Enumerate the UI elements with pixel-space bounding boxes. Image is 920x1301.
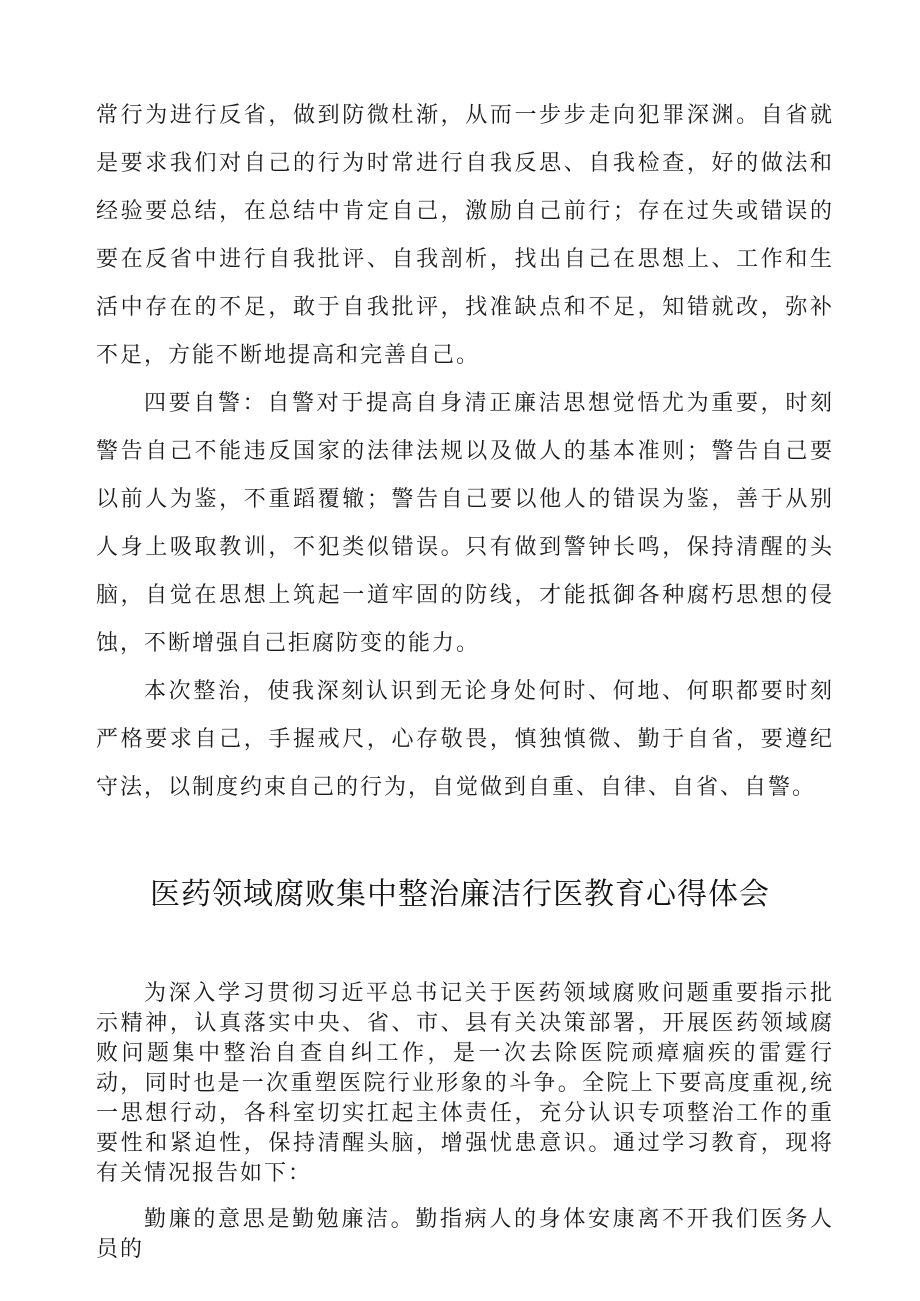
diligence-paragraph: 勤廉的意思是勤勉廉洁。勤指病人的身体安康离不开我们医务人员的 [96, 1207, 834, 1262]
article-body [96, 979, 834, 1265]
continuation-paragraph: 常行为进行反省，做到防微杜渐，从而一步步走向犯罪深渊。自省就是要求我们对自己的行为时常进行自我反思、自我检查，好的做法和经验要总结，在总结中肯定自己，激励自己前行；存在过失或错误的要在反省中进行自我批评、自我剖析，找出自己在思想上、工作和生活中存在的不足，敢于自我批评，找准缺点和不足，知错就改，弥补不足，方能不断地提高和完善自己。 [96, 103, 834, 368]
previous-article-body [96, 92, 834, 812]
conclusion-paragraph: 本次整治，使我深刻认识到无论身处何时、何地、何职都要时刻严格要求自己，手握戒尺，心存敬畏，慎独慎微、勤于自省，要遵纪守法，以制度约束自己的行为，自觉做到自重、自律、自省、自警。 [96, 679, 834, 800]
intro-paragraph: 为深入学习贯彻习近平总书记关于医药领域腐败问题重要指示批示精神，认真落实中央、省、市、县有关决策部署，开展医药领域腐败问题集中整治自查自纠工作，是一次去除医院顽瘴痼疾的雷霆行动，同时也是一次重塑医院行业形象的斗争。全院上下要高度重视,统一思想行动，各科室切实扛起主体责任，充分认识专项整治工作的重要性和紧迫性，保持清醒头脑，增强忧患意识。通过学习教育，现将有关情况报告如下： [96, 981, 834, 1186]
self-alert-paragraph: 四要自警：自警对于提高自身清正廉洁思想觉悟尤为重要，时刻警告自己不能违反国家的法律法规以及做人的基本准则；警告自己要以前人为鉴，不重蹈覆辙；警告自己要以他人的错误为鉴，善于从别人身上吸取教训，不犯类似错误。只有做到警钟长鸣，保持清醒的头脑，自觉在思想上筑起一道牢固的防线，才能抵御各种腐朽思想的侵蚀，不断增强自己拒腐防变的能力。 [96, 391, 834, 656]
article-title: 医药领域腐败集中整治廉洁行医教育心得体会 [150, 877, 770, 912]
